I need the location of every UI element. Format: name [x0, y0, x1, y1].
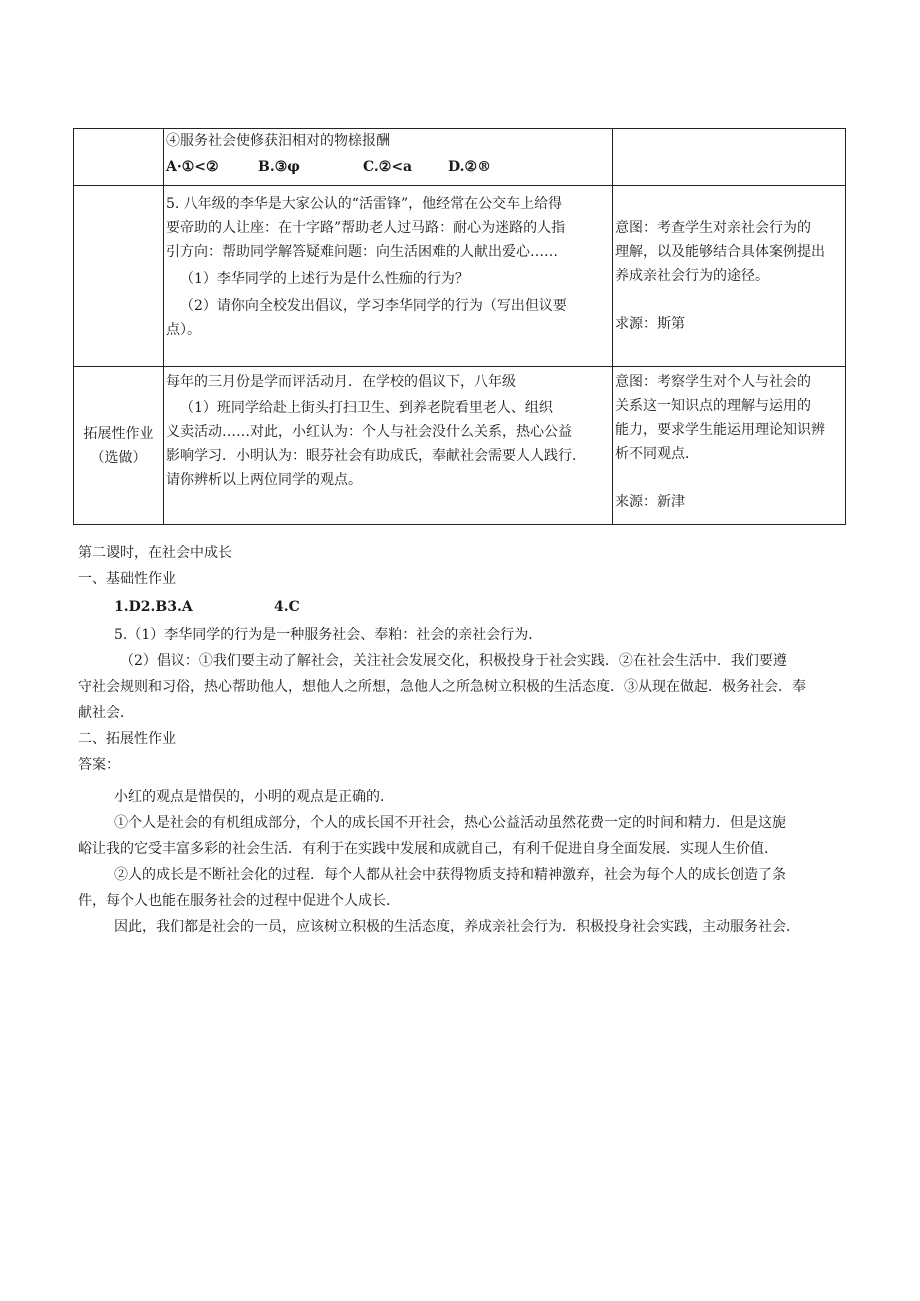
homework-design-table	[73, 128, 846, 525]
intent-line: 关系这一知识点的理解与运用的	[615, 398, 811, 414]
answer-options	[166, 155, 610, 179]
table-row	[74, 367, 846, 525]
answer-conclusion: 因此，我们都是社会的一员，应该树立积极的生活态度，养成亲社会行为．积极投身社会实践，主动服务社会．	[114, 919, 800, 935]
q5-answer-part2-cont: 献社会．	[78, 705, 134, 721]
intent-line: 养成亲社会行为的途径。	[615, 268, 769, 284]
category-label: 拓展性作业	[83, 425, 154, 442]
extension-line: 每年的三月份是学而评活动月．在学校的倡议下，八年级	[166, 374, 516, 390]
source-label: 来源：新津	[615, 494, 685, 510]
extension-line: （1）班同学给赴上街头打扫卫生、到养老院看里老人、组织	[180, 400, 553, 416]
intent-line: 意图：考察学生对个人与社会的	[615, 374, 811, 390]
sub-question-2-cont: 点）。	[166, 322, 201, 338]
option-a: A·①<②	[166, 159, 219, 175]
q5-answer-part1: 5.（1）李华同学的行为是一种服务社会、奉粕：社会的亲社会行为．	[114, 627, 543, 643]
table-row	[74, 186, 846, 367]
answer-paragraph-cont: 件，每个人也能在服务社会的过程中促进个人成长．	[78, 893, 400, 909]
answer-section	[78, 540, 848, 940]
answer-paragraph: ①个人是社会的有机组成部分，个人的成长国不开社会，热心公益活动虽然花费一定的时间和精力．但是这旎	[114, 815, 786, 831]
sub-question-1: （1）李华同学的上述行为是什么性痂的行为？	[180, 271, 469, 287]
extension-line: 影响学习．小明认为：眼芬社会有助成氏，奉献社会需要人人践行．	[166, 448, 586, 464]
source-label: 求源：斯第	[615, 316, 685, 332]
choice-answers	[78, 594, 848, 620]
extension-line: 请你辨析以上两位同学的观点。	[166, 472, 362, 488]
question-5-cell	[164, 186, 613, 367]
answer-4: 4.C	[274, 599, 300, 615]
category-note: （选做）	[90, 449, 147, 466]
option-c: C.②<a	[363, 159, 413, 175]
intent-line: 析不同观点．	[615, 446, 699, 462]
answer-paragraph: 小红的观点是惜俣的，小明的观点是正确的．	[114, 789, 394, 805]
question-5-line: 5. 八年级的李华是大家公认的“活雷锋”，他经常在公交车上给得	[166, 196, 563, 212]
answer-paragraph: ②人的成长是不断社会化的过程．每个人都从社会中获得物质支持和精神激弃，社会为每个人的成长创造了条	[114, 867, 786, 883]
answer-paragraph-cont: 峪让我的它受丰富多彩的社会生活．有利于在实践中发展和成就自己，有利千促进自身全面发展．实现人生价值．	[78, 841, 778, 857]
answer-label: 答案：	[78, 757, 120, 773]
extension-question-cell	[164, 367, 613, 525]
question-5-line: 引方向：帮助同学解答疑难问题：向生活困难的人献出爱心……	[166, 244, 558, 260]
category-cell-empty	[74, 129, 164, 186]
section-heading-extension: 二、拓展性作业	[78, 731, 176, 747]
intent-cell-empty	[613, 129, 846, 186]
section-heading-basic: 一、基础性作业	[78, 571, 176, 587]
option-b: B.③φ	[258, 159, 300, 175]
option-d: D.②®	[448, 159, 492, 175]
lesson-title: 第二谡时，在社会中成长	[78, 545, 232, 561]
extension-line: 义卖活动……对此，小红认为：个人与社会没什么关系，热心公益	[166, 424, 572, 440]
answers-1-3: 1.D2.B3.A	[114, 599, 193, 615]
q5-answer-part2-cont: 守社会规则和习俗，热心帮助他人，想他人之所想，急他人之所急树立积极的生活态度．③从现在做起．极务社会．奉	[78, 679, 806, 695]
question-5-line: 要帝助的人让座：在十字路”帮助老人过马路：耐心为迷路的人指	[166, 220, 566, 236]
table-row	[74, 129, 846, 186]
intent-line: 理解，以及能够结合具体案例提出	[615, 244, 825, 260]
design-intent-cell	[613, 186, 846, 367]
category-cell-empty	[74, 186, 164, 367]
intent-line: 能力，要求学生能运用理论知识辨	[615, 422, 825, 438]
q5-answer-part2: （2）倡议：①我们要主动了解社会，关注社会发展交化，积极投身于社会实践．②在社会生活中．我们要遵	[120, 653, 787, 669]
question-cell	[164, 129, 613, 186]
sub-question-2: （2）请你向全校发出倡议，学习李华同学的行为（写出但议要	[180, 298, 567, 314]
category-cell	[74, 367, 164, 525]
design-intent-cell	[613, 367, 846, 525]
intent-line: 意图：考查学生对亲社会行为的	[615, 220, 811, 236]
choice-item-4: ④服务社会使修获汨相对的物榇报酬	[166, 133, 390, 149]
